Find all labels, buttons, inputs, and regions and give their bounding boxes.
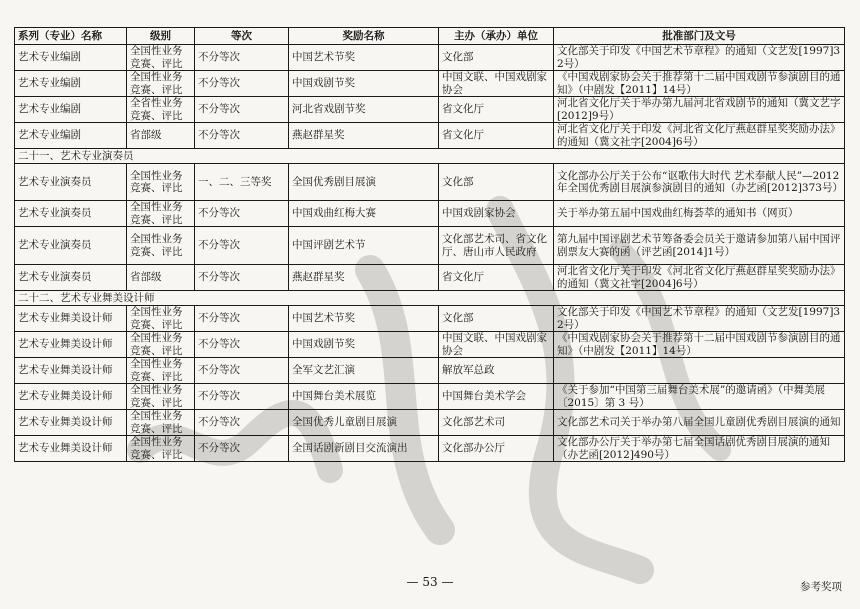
cell-organizer: 省文化厅	[439, 265, 554, 291]
table-row	[15, 410, 845, 436]
cell-level: 全国性业务竞赛、评比	[127, 45, 195, 71]
table-row	[15, 332, 845, 358]
cell-level: 全国性业务竞赛、评比	[127, 71, 195, 97]
cell-approval: 《关于参加“中国第三届舞台美术展”的邀请函》（中舞美展〔2015〕第 3 号）	[554, 384, 845, 410]
header-organizer: 主办（承办）单位	[439, 28, 554, 45]
cell-grade: 不分等次	[195, 227, 289, 265]
cell-series: 艺术专业演奏员	[15, 227, 127, 265]
table-row	[15, 384, 845, 410]
table-body	[15, 45, 845, 462]
cell-grade: 不分等次	[195, 45, 289, 71]
cell-level: 全国性业务竞赛、评比	[127, 332, 195, 358]
cell-organizer: 文化部	[439, 164, 554, 201]
cell-approval: 第九届中国评剧艺术节筹备委会员关于邀请参加第八届中国评剧票友大赛的函（评艺函[2014]1号）	[554, 227, 845, 265]
cell-approval: 《中国戏剧家协会关于推荐第十二届中国戏剧节参演剧目的通知》（中剧发【2011】14号）	[554, 71, 845, 97]
cell-organizer: 文化部艺术司、省文化厅、唐山市人民政府	[439, 227, 554, 265]
cell-organizer: 省文化厅	[439, 97, 554, 123]
cell-approval: 文化部艺术司关于举办第八届全国儿童剧优秀剧目展演的通知	[554, 410, 845, 436]
section-row	[15, 291, 845, 306]
cell-award-name: 中国评剧艺术节	[289, 227, 439, 265]
cell-award-name: 燕赵群星奖	[289, 265, 439, 291]
table-row	[15, 123, 845, 149]
cell-series: 艺术专业编剧	[15, 45, 127, 71]
cell-series: 艺术专业编剧	[15, 71, 127, 97]
table-row	[15, 97, 845, 123]
cell-approval: 河北省文化厅关于印发《河北省文化厅燕赵群星奖奖励办法》的通知（冀文社字[2004]6号）	[554, 265, 845, 291]
cell-level: 全省性业务竞赛、评比	[127, 97, 195, 123]
cell-level: 全国性业务竞赛、评比	[127, 164, 195, 201]
cell-approval: 河北省文化厅关于印发《河北省文化厅燕赵群星奖奖励办法》的通知（冀文社字[2004]6号）	[554, 123, 845, 149]
cell-award-name: 全国优秀儿童剧目展演	[289, 410, 439, 436]
cell-grade: 不分等次	[195, 71, 289, 97]
cell-grade: 不分等次	[195, 97, 289, 123]
cell-award-name: 中国戏剧节奖	[289, 71, 439, 97]
section-title: 二十二、艺术专业舞美设计师	[15, 291, 845, 306]
cell-approval: 关于举办第五届中国戏曲红梅荟萃的通知书（网页）	[554, 201, 845, 227]
table-row	[15, 306, 845, 332]
cell-award-name: 中国艺术节奖	[289, 45, 439, 71]
cell-level: 省部级	[127, 123, 195, 149]
cell-series: 艺术专业演奏员	[15, 265, 127, 291]
cell-award-name: 全国优秀剧目展演	[289, 164, 439, 201]
cell-organizer: 文化部	[439, 45, 554, 71]
cell-series: 艺术专业编剧	[15, 97, 127, 123]
cell-award-name: 中国戏剧节奖	[289, 332, 439, 358]
cell-grade: 一、二、三等奖	[195, 164, 289, 201]
cell-level: 全国性业务竞赛、评比	[127, 358, 195, 384]
cell-level: 全国性业务竞赛、评比	[127, 384, 195, 410]
cell-approval: 文化部关于印发《中国艺术节章程》的通知（文艺发[1997]32号）	[554, 306, 845, 332]
cell-organizer: 文化部艺术司	[439, 410, 554, 436]
cell-series: 艺术专业舞美设计师	[15, 410, 127, 436]
cell-organizer: 中国舞台美术学会	[439, 384, 554, 410]
cell-grade: 不分等次	[195, 410, 289, 436]
cell-organizer: 文化部	[439, 306, 554, 332]
header-level: 级别	[127, 28, 195, 45]
table-header-row	[15, 28, 845, 45]
cell-series: 艺术专业编剧	[15, 123, 127, 149]
cell-series: 艺术专业舞美设计师	[15, 332, 127, 358]
section-title: 二十一、艺术专业演奏员	[15, 149, 845, 164]
cell-series: 艺术专业演奏员	[15, 164, 127, 201]
cell-approval: 河北省文化厅关于举办第九届河北省戏剧节的通知（冀文艺字[2012]9号）	[554, 97, 845, 123]
table-row	[15, 436, 845, 462]
cell-series: 艺术专业舞美设计师	[15, 384, 127, 410]
footer-label: 参考奖项	[800, 581, 842, 593]
cell-award-name: 中国艺术节奖	[289, 306, 439, 332]
header-award-name: 奖励名称	[289, 28, 439, 45]
cell-level: 全国性业务竞赛、评比	[127, 410, 195, 436]
cell-grade: 不分等次	[195, 201, 289, 227]
cell-series: 艺术专业舞美设计师	[15, 306, 127, 332]
cell-organizer: 文化部办公厅	[439, 436, 554, 462]
cell-series: 艺术专业舞美设计师	[15, 358, 127, 384]
cell-grade: 不分等次	[195, 436, 289, 462]
cell-organizer: 中国戏剧家协会	[439, 201, 554, 227]
cell-approval: 文化部办公厅关于公布“讴歌伟大时代 艺术奉献人民”—2012年全国优秀剧目展演参演剧目的通知（办艺函[2012]373号）	[554, 164, 845, 201]
cell-series: 艺术专业演奏员	[15, 201, 127, 227]
cell-award-name: 燕赵群星奖	[289, 123, 439, 149]
table-row	[15, 164, 845, 201]
header-series: 系列（专业）名称	[15, 28, 127, 45]
cell-approval: 文化部办公厅关于举办第七届全国话剧优秀剧目展演的通知（办艺函[2012]490号）	[554, 436, 845, 462]
cell-organizer: 中国文联、中国戏剧家协会	[439, 71, 554, 97]
cell-grade: 不分等次	[195, 123, 289, 149]
cell-approval	[554, 358, 845, 384]
cell-award-name: 中国舞台美术展览	[289, 384, 439, 410]
cell-grade: 不分等次	[195, 332, 289, 358]
cell-grade: 不分等次	[195, 306, 289, 332]
table-row	[15, 265, 845, 291]
cell-organizer: 解放军总政	[439, 358, 554, 384]
table-row	[15, 201, 845, 227]
cell-award-name: 中国戏曲红梅大赛	[289, 201, 439, 227]
cell-organizer: 省文化厅	[439, 123, 554, 149]
cell-organizer: 中国文联、中国戏剧家协会	[439, 332, 554, 358]
table-row	[15, 45, 845, 71]
table-row	[15, 227, 845, 265]
header-approval: 批准部门及文号	[554, 28, 845, 45]
cell-approval: 文化部关于印发《中国艺术节章程》的通知（文艺发[1997]32号）	[554, 45, 845, 71]
cell-level: 全国性业务竞赛、评比	[127, 201, 195, 227]
cell-grade: 不分等次	[195, 358, 289, 384]
cell-series: 艺术专业舞美设计师	[15, 436, 127, 462]
cell-level: 省部级	[127, 265, 195, 291]
cell-level: 全国性业务竞赛、评比	[127, 227, 195, 265]
cell-grade: 不分等次	[195, 384, 289, 410]
page-number: — 53 —	[406, 575, 454, 589]
table-row	[15, 358, 845, 384]
section-row	[15, 149, 845, 164]
cell-grade: 不分等次	[195, 265, 289, 291]
cell-award-name: 河北省戏剧节奖	[289, 97, 439, 123]
cell-level: 全国性业务竞赛、评比	[127, 306, 195, 332]
cell-approval: 《中国戏剧家协会关于推荐第十二届中国戏剧节参演剧目的通知》（中剧发【2011】14号）	[554, 332, 845, 358]
cell-level: 全国性业务竞赛、评比	[127, 436, 195, 462]
cell-award-name: 全军文艺汇演	[289, 358, 439, 384]
table-row	[15, 71, 845, 97]
cell-award-name: 全国话剧新剧目交流演出	[289, 436, 439, 462]
header-grade: 等次	[195, 28, 289, 45]
awards-table	[14, 27, 845, 462]
